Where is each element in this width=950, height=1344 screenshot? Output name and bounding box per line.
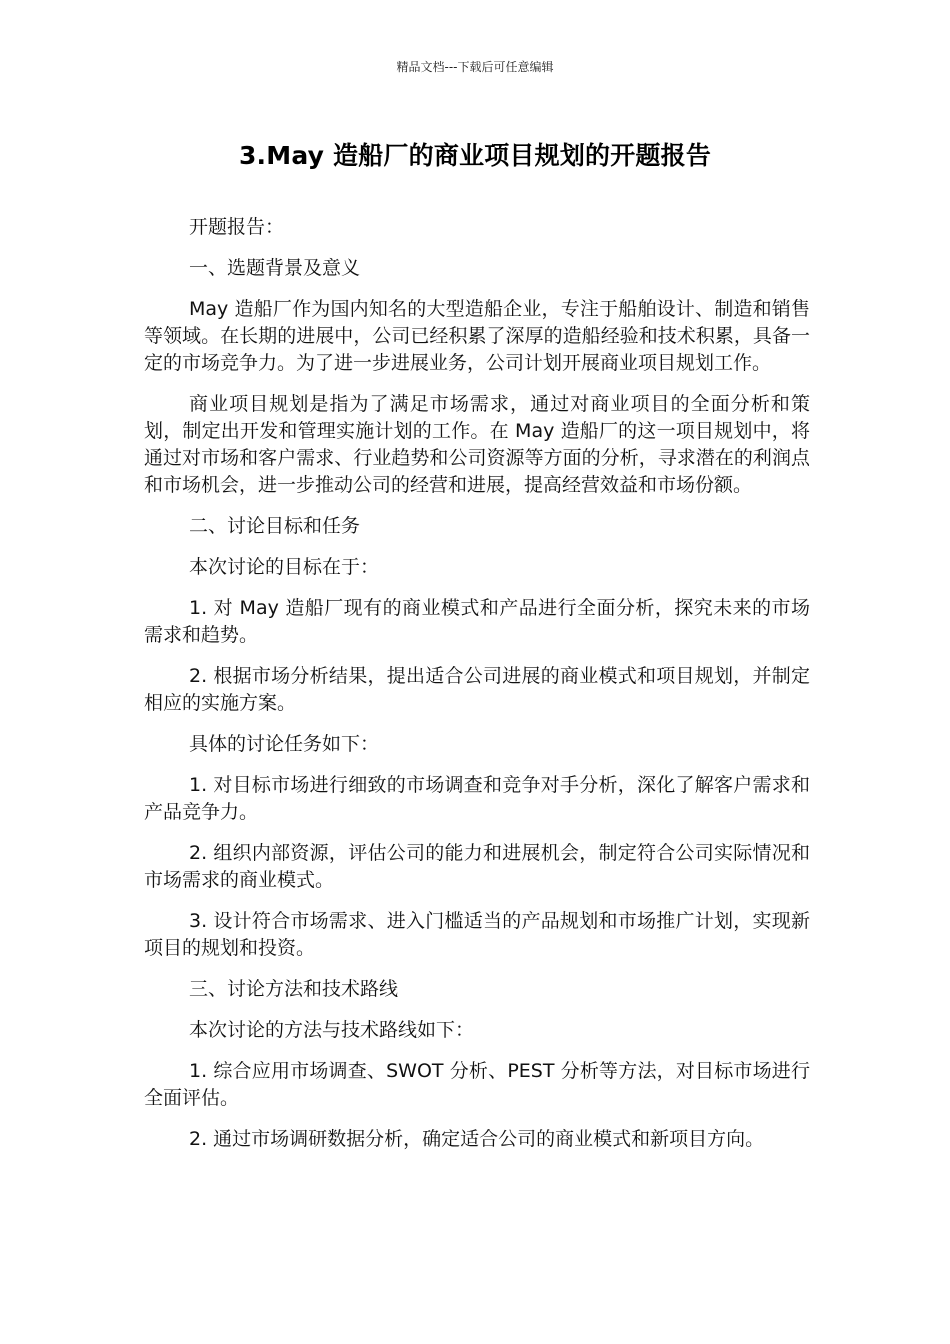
section-heading-goals: 二、讨论目标和任务: [189, 515, 361, 537]
list-item-goal-2: 2. 根据市场分析结果，提出适合公司进展的商业模式和项目规划，并制定相应的实施方案。: [144, 665, 810, 714]
paragraph-planning-definition: 商业项目规划是指为了满足市场需求，通过对商业项目的全面分析和策划，制定出开发和管理实施计划的工作。在 May 造船厂的这一项目规划中，将通过对市场和客户需求、行业趋势和公司资源等方面的分析，寻求潜在的利润点和市场机会，进一步推动公司的经营和进展，提高经营效益和市场份额。: [144, 393, 810, 496]
header-note: 精品文档---下载后可任意编辑: [396, 60, 554, 74]
paragraph-report-label: 开题报告：: [189, 216, 285, 238]
list-item-task-3: 3. 设计符合市场需求、进入门槛适当的产品规划和市场推广计划，实现新项目的规划和投资。: [144, 910, 810, 959]
paragraph-tasks-intro: 具体的讨论任务如下：: [189, 733, 380, 755]
document-body: [144, 214, 810, 1167]
list-item-task-2: 2. 组织内部资源，评估公司的能力和进展机会，制定符合公司实际情况和市场需求的商业模式。: [144, 842, 810, 891]
paragraph-company-intro: May 造船厂作为国内知名的大型造船企业，专注于船舶设计、制造和销售等领域。在长期的进展中，公司已经积累了深厚的造船经验和技术积累，具备一定的市场竞争力。为了进一步进展业务，公司计划开展商业项目规划工作。: [144, 298, 810, 374]
list-item-method-1: 1. 综合应用市场调查、SWOT 分析、PEST 分析等方法，对目标市场进行全面评估。: [144, 1060, 810, 1109]
list-item-method-2: 2. 通过市场调研数据分析，确定适合公司的商业模式和新项目方向。: [189, 1128, 765, 1150]
paragraph-goals-intro: 本次讨论的目标在于：: [189, 556, 380, 578]
section-heading-background: 一、选题背景及意义: [189, 257, 361, 279]
document-title: 3.May 造船厂的商业项目规划的开题报告: [238, 141, 712, 170]
list-item-goal-1: 1. 对 May 造船厂现有的商业模式和产品进行全面分析，探究未来的市场需求和趋势。: [144, 597, 810, 646]
list-item-task-1: 1. 对目标市场进行细致的市场调查和竞争对手分析，深化了解客户需求和产品竞争力。: [144, 774, 810, 823]
section-heading-methods: 三、讨论方法和技术路线: [189, 978, 399, 1000]
paragraph-methods-intro: 本次讨论的方法与技术路线如下：: [189, 1019, 475, 1041]
